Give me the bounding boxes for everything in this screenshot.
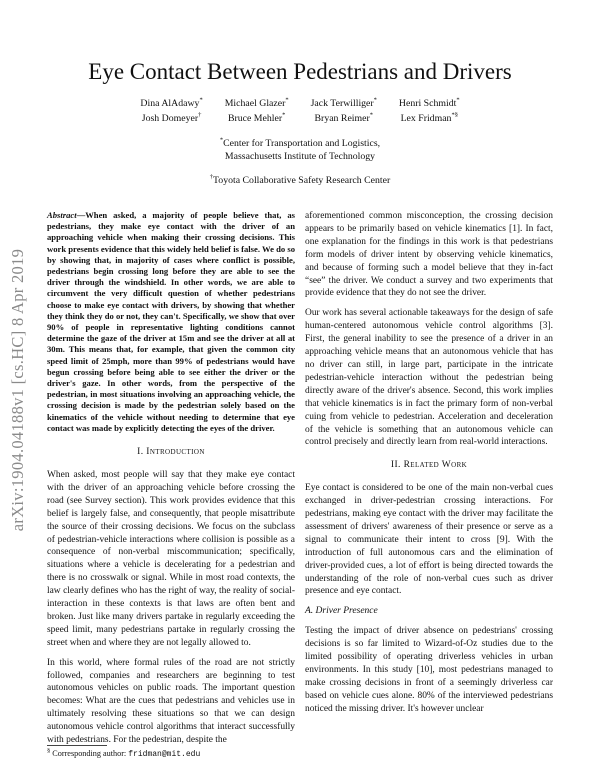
paragraph: aforementioned common misconception, the crossing decision appears to be primarily based on vehicle kinematics [1]. In fact, one explanation for the findings in this work is that pedestrians form models of driver intent by observing vehicle kinematics, and because of forming such a model believe that they in-fact “see” the driver. We conduct a survey and two experiments that provide evidence that they do not see the driver. bbox=[305, 211, 553, 299]
author: Josh Domeyer† bbox=[141, 111, 202, 124]
paper-title: Eye Contact Between Pedestrians and Drivers bbox=[88, 59, 512, 84]
section-heading-related-work: II. Related Work bbox=[390, 460, 468, 471]
paragraph: In this world, where formal rules of the road are not strictly followed, companies and researchers are beginning to test autonomous vehicles on public roads. The important question becomes: What are the cues that pedestrians and vehicles use in ultimately resolving these situations so that we can design autonomous vehicle control algorithms that interact successfully with pedestrians. For the pedestrian, despite the bbox=[47, 657, 295, 746]
paragraph: Eye contact is considered to be one of the main non-verbal cues exchanged in driver-pedestrian crossing interactions. For pedestrians, making eye contact with the driver may facilitate the assessment of drivers' awareness of their presence or serve as a signal to communicate their intent to cross [9]. With the introduction of full autonomous cars and the elimination of driver-provided cues, a lot of effort is being directed towards the understanding of the role of non-verbal cues such as driver presence and eye contact. bbox=[305, 483, 553, 597]
author: Michael Glazer* bbox=[224, 96, 289, 109]
affiliation-mit: *Center for Transportation and Logistics, Massachusetts Institute of Technology bbox=[219, 136, 381, 162]
subsection-heading-driver-presence: A. Driver Presence bbox=[305, 606, 378, 617]
affiliation-toyota: †Toyota Collaborative Safety Research Center bbox=[209, 173, 391, 186]
abstract: Abstract—When asked, a majority of people believe that, as pedestrians, they make eye contact with the driver of an approaching vehicle when making their crossing decisions. This work presents evidence that this widely held belief is false. We do so by showing that, in majority of cases where conflict is possible, pedestrians begin crossing long before they are able to see the driver through the windshield. In other words, we are able to circumvent the very difficult question of whether pedestrians choose to make eye contact with drivers, by showing that whether they think they do or not, they can't. Specifically, we show that over 90% of people in representative lighting conditions cannot determine the gaze of the driver at 15m and see the driver at all at 30m. This means that, for example, that given the common city speed limit of 25mph, more than 99% of pedestrians would have begun crossing before being able to see either the driver or the driver's gaze. In other words, from the perspective of the pedestrian, in most situations involving an approaching vehicle, the crossing decision is made by the pedestrian solely based on the kinematics of the vehicle without needing to determine that eye contact was made by explicitly detecting the eyes of the driver. bbox=[47, 210, 295, 433]
paragraph: Our work has several actionable takeaways for the design of safe human-centered autonomous vehicle control algorithms [3]. First, the general inability to see the presence of a driver in an approaching vehicle means that an autonomous vehicle that has no driver can still, in large part, participate in the intricate pedestrian-vehicle interaction without the pedestrian being directly aware of the driver's absence. Second, this work implies that vehicle kinematics is in fact the primary form of non-verbal cuing from vehicle to pedestrian. Acceleration and deceleration of the vehicle is something that an autonomous vehicle can control precisely and directly learn from real-world interactions. bbox=[305, 308, 553, 448]
author: Jack Terwilliger* bbox=[310, 96, 377, 109]
paragraph: When asked, most people will say that they make eye contact with the driver of an approaching vehicle before crossing the road (see Survey section). This work provides evidence that this belief is largely false, and consequently, that people misattribute the source of their crossing decisions. We focus on the subclass of pedestrian-vehicle interactions where collision is possible as a consequence of non-verbal miscommunication; specifically, situations where a vehicle is decelerating for a pedestrian and there is no crosswalk or signal. While in most road contexts, the law clearly defines who has the right of way, the reality of social-interaction in these contexts is that laws are often bent and broken. Just like many drivers partake in regularly exceeding the speed limit, many pedestrians partake in regularly crossing the street when and where they are not legally allowed to. bbox=[47, 469, 295, 648]
left-column bbox=[47, 210, 295, 754]
author: Bruce Mehler* bbox=[227, 111, 286, 124]
author: Henri Schmidt* bbox=[398, 96, 460, 109]
section-heading-introduction: I. Introduction bbox=[137, 447, 205, 458]
footnote: § Corresponding author: fridman@mit.edu bbox=[47, 747, 201, 759]
author: Lex Fridman*§ bbox=[400, 111, 458, 124]
right-column bbox=[305, 210, 553, 723]
paragraph: Testing the impact of driver absence on pedestrians' crossing decisions is so far limited to Wizard-of-Oz studies due to the limited possibility of operating driverless vehicles in urban environments. In this study [10], most pedestrians managed to make crossing decisions in front of a seemingly driverless car based on vehicle cues alone. 80% of the interviewed pedestrians noticed the missing driver. It's however unclear bbox=[305, 626, 553, 714]
email-link[interactable]: fridman@mit.edu bbox=[128, 750, 201, 759]
arxiv-stamp-text: arXiv:1904.04188v1 [cs.HC] 8 Apr 2019 bbox=[8, 248, 28, 532]
footnote-rule bbox=[47, 745, 107, 746]
author: Bryan Reimer* bbox=[314, 111, 373, 124]
author-list bbox=[95, 97, 505, 126]
author: Dina AlAdawy* bbox=[140, 96, 203, 109]
arxiv-stamp bbox=[0, 210, 36, 570]
